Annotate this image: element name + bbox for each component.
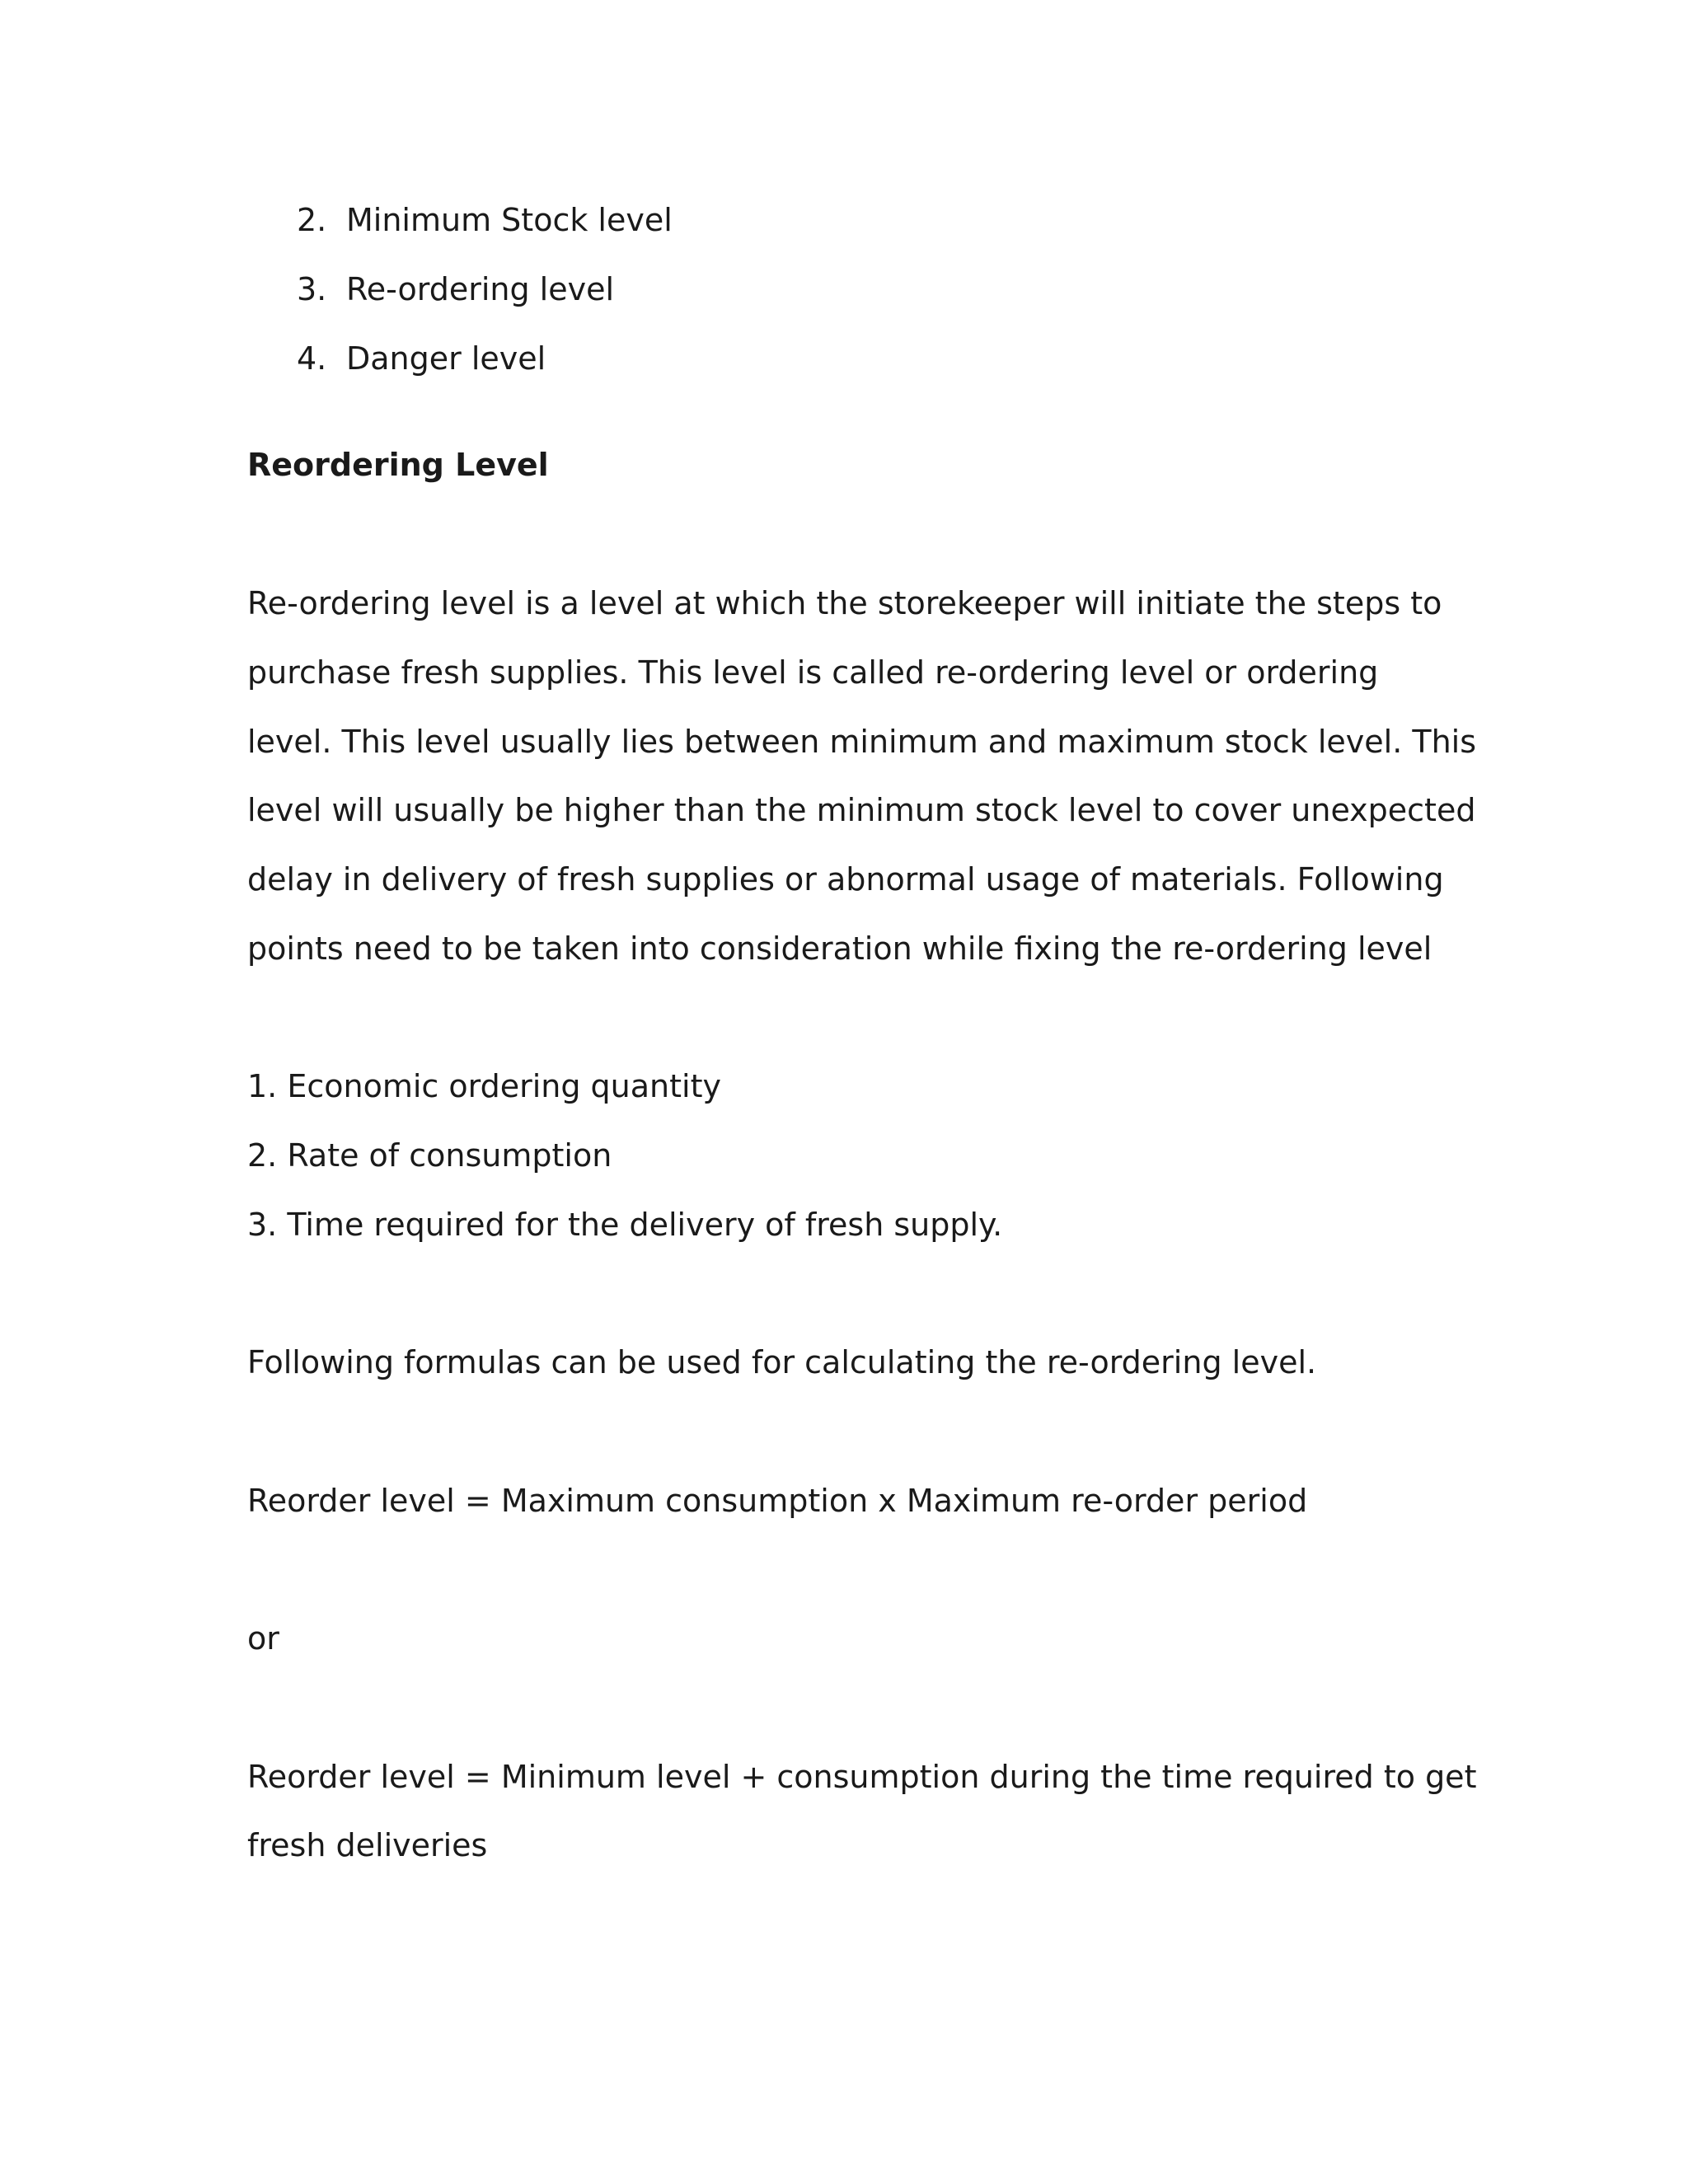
list-item-number: 3. bbox=[297, 271, 327, 307]
list-item-text: Danger level bbox=[346, 340, 546, 377]
list-item-text: Minimum Stock level bbox=[346, 202, 673, 238]
formulas-intro: Following formulas can be used for calculating the re-ordering level. bbox=[247, 1344, 1317, 1380]
or-text: or bbox=[247, 1620, 279, 1657]
formula-line: Reorder level = Minimum level + consumption during the time required to get bbox=[247, 1759, 1477, 1795]
list-item-number: 4. bbox=[297, 340, 327, 377]
paragraph-line: points need to be taken into consideration while fixing the re-ordering level bbox=[247, 930, 1432, 967]
formula-line: fresh deliveries bbox=[247, 1827, 488, 1863]
section-heading: Reordering Level bbox=[247, 447, 549, 483]
list-item bbox=[297, 270, 614, 308]
formula-1: Reorder level = Maximum consumption x Maximum re-order period bbox=[247, 1483, 1308, 1519]
list-item bbox=[297, 340, 546, 377]
list-item-text: Re-ordering level bbox=[346, 271, 615, 307]
list-item bbox=[297, 201, 673, 239]
paragraph-line: Re-ordering level is a level at which the storekeeper will initiate the steps to bbox=[247, 585, 1442, 621]
list-item: 3. Time required for the delivery of fresh supply. bbox=[247, 1207, 1003, 1243]
paragraph-line: level will usually be higher than the minimum stock level to cover unexpected bbox=[247, 792, 1476, 828]
list-item: 2. Rate of consumption bbox=[247, 1137, 612, 1174]
list-item-number: 2. bbox=[297, 202, 327, 238]
list-item: 1. Economic ordering quantity bbox=[247, 1068, 721, 1104]
paragraph-line: delay in delivery of fresh supplies or abnormal usage of materials. Following bbox=[247, 861, 1444, 898]
paragraph-line: level. This level usually lies between minimum and maximum stock level. This bbox=[247, 724, 1477, 760]
paragraph-line: purchase fresh supplies. This level is called re-ordering level or ordering bbox=[247, 654, 1379, 691]
